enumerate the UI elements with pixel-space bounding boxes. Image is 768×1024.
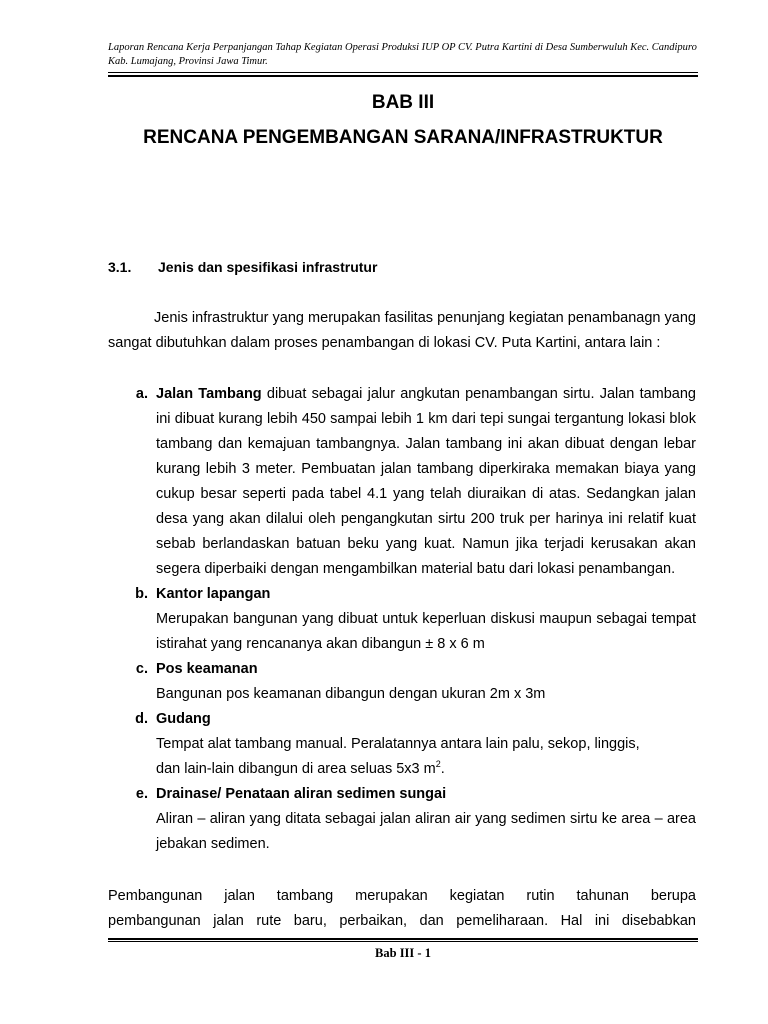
running-header: Laporan Rencana Kerja Perpanjangan Tahap Kegiatan Operasi Produksi IUP OP CV. Putra Kartini di Desa Sumberwuluh Kec. Candipuro Kab. Lumajang, Provinsi Jawa Timur. [108,42,697,67]
list-item-drainase [108,782,696,857]
list-item-title: Pos keamanan [156,661,258,677]
footer-rule-thin [108,941,698,942]
list-item-letter: e. [135,786,148,802]
list-item-text-line2-main: dan lain-lain dibangun di area seluas 5x3 m [156,761,436,777]
list-item-title: Gudang [156,711,211,727]
closing-line-1: Pembangunan jalan tambang merupakan kegiatan rutin tahunan berupa [108,888,696,904]
list-item-text: dibuat sebagai jalur angkutan penambangan sirtu. Jalan tambang ini dibuat kurang lebih 450 sampai lebih 1 km dari tepi sungai tergantung lokasi blok tambang dan kemajuan tambangnya. Jalan tambang ini akan dibuat dengan lebar kurang lebih 3 meter. Pembuatan jalan tambang diperkiraka memakan biaya yang cukup besar seperti pada tabel 4.1 yang telah diuraikan di atas. Sedangkan jalan desa yang akan dilalui oleh pengangkutan sirtu 200 truk per harinya ini relatif kuat sebab berlandaskan batuan beku yang kuat. Namun jika terjadi kerusakan akan segera diperbaiki dengan mengambilkan material batu dari lokasi penambangan. [156,386,696,577]
list-item-title: Jalan Tambang [156,386,262,402]
superscript: 2 [435,759,441,770]
list-item-letter: b. [135,586,148,602]
header-rule-double [108,75,698,77]
list-item-body [156,657,696,707]
list-item-text-line2 [156,757,696,782]
list-item-body [156,707,696,782]
closing-line-2: pembangunan jalan rute baru, perbaikan, dan pemeliharaan. Hal ini disebabkan [108,913,696,929]
list-item-body [156,782,696,857]
intro-text: Jenis infrastruktur yang merupakan fasilitas penunjang kegiatan penambanagn yang sangat dibutuhkan dalam proses penambangan di lokasi CV. Puta Kartini, antara lain : [108,310,696,351]
list-item-text-line1: Tempat alat tambang manual. Peralatannya antara lain palu, sekop, linggis, [156,736,640,752]
list-item-body [156,382,696,582]
closing-paragraph [108,884,696,934]
list-item-pos-keamanan [108,657,696,707]
list-item-body [156,582,696,657]
infrastructure-list [108,382,696,857]
header-rule [108,72,698,73]
list-item-title: Drainase/ Penataan aliran sedimen sungai [156,786,447,802]
list-item-text: Merupakan bangunan yang dibuat untuk keperluan diskusi maupun sebagai tempat istirahat yang rencananya akan dibangun ± 8 x 6 m [156,611,696,652]
list-item-letter: a. [135,386,148,402]
footer-rule [108,938,698,940]
chapter-title: RENCANA PENGEMBANGAN SARANA/INFRASTRUKTUR [143,127,663,148]
page-number: Bab III - 1 [375,946,431,960]
section-heading [108,259,377,275]
list-item-title: Kantor lapangan [156,586,271,602]
list-item-letter: d. [135,711,148,727]
intro-paragraph [108,306,696,356]
list-item-text-end: . [440,761,445,777]
list-item-letter: c. [135,661,148,677]
list-item-kantor-lapangan [108,582,696,657]
list-item-gudang [108,707,696,782]
section-number: 3.1. [108,259,132,275]
list-item-text: Aliran – aliran yang ditata sebagai jalan aliran air yang sedimen sirtu ke area – area jebakan sedimen. [156,811,696,852]
chapter-number: BAB III [371,92,435,113]
section-title: Jenis dan spesifikasi infrastrutur [158,259,378,275]
list-item-text: Bangunan pos keamanan dibangun dengan ukuran 2m x 3m [156,686,546,702]
list-item-jalan-tambang [108,382,696,582]
